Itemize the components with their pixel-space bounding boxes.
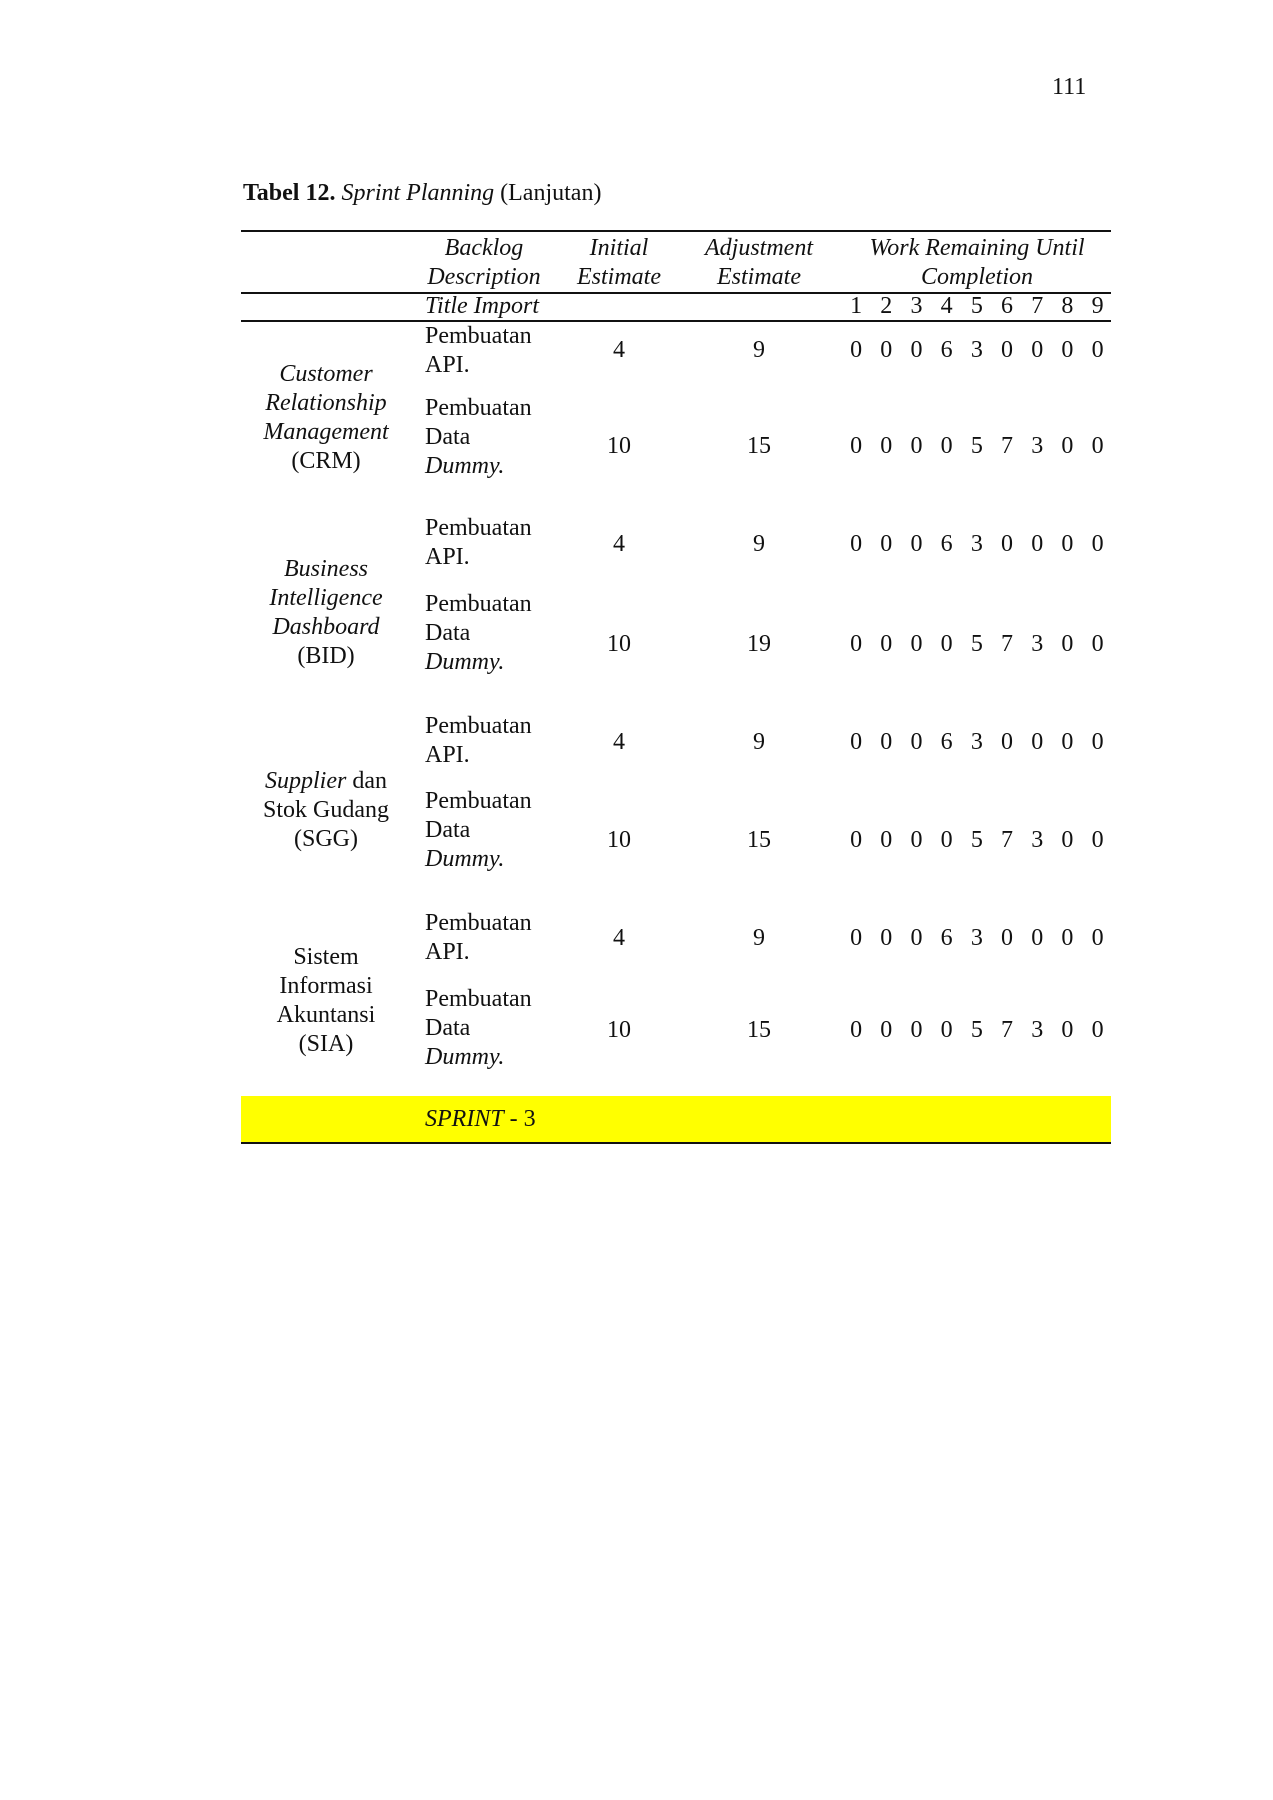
- adjustment-estimate: 9: [753, 531, 765, 557]
- task-desc: Pembuatan API.: [425, 323, 532, 378]
- table-caption: [243, 180, 601, 207]
- task-desc: Pembuatan API.: [425, 910, 532, 965]
- caption-label: Tabel 12.: [243, 180, 336, 206]
- adjustment-estimate: 9: [753, 729, 765, 755]
- adjustment-estimate: 9: [753, 925, 765, 951]
- remaining-values: 0 0 0 6 3 0 0 0 0: [850, 925, 1104, 951]
- title-import-label: Title Import: [425, 293, 540, 319]
- remaining-values: 0 0 0 0 5 7 3 0 0: [850, 1017, 1104, 1043]
- task-desc: Pembuatan Data Dummy.: [425, 986, 532, 1070]
- adjustment-estimate: 19: [747, 631, 771, 657]
- day-number: 5: [970, 293, 983, 319]
- remaining-values: 0 0 0 0 5 7 3 0 0: [850, 433, 1104, 459]
- module-bid: Business Intelligence Dashboard (BID): [269, 556, 383, 669]
- table-bottom-rule: [241, 1142, 1111, 1144]
- initial-estimate: 4: [613, 531, 625, 557]
- header-work-remaining: Work Remaining Until Completion: [869, 235, 1085, 290]
- day-number: 7: [1031, 293, 1044, 319]
- initial-estimate: 4: [613, 729, 625, 755]
- adjustment-estimate: 15: [747, 1017, 771, 1043]
- sprint-label: SPRINT - 3: [425, 1106, 536, 1132]
- day-number: 6: [1001, 293, 1014, 319]
- caption-suffix: (Lanjutan): [500, 180, 602, 206]
- day-number: 8: [1061, 293, 1074, 319]
- module-sia: Sistem Informasi Akuntansi (SIA): [276, 944, 376, 1057]
- remaining-values: 0 0 0 0 5 7 3 0 0: [850, 827, 1104, 853]
- adjustment-estimate: 9: [753, 337, 765, 363]
- task-desc: Pembuatan Data Dummy.: [425, 788, 532, 872]
- task-desc: Pembuatan Data Dummy.: [425, 591, 532, 675]
- initial-estimate: 4: [613, 925, 625, 951]
- adjustment-estimate: 15: [747, 433, 771, 459]
- sprint-highlight-row: [241, 1096, 1111, 1142]
- remaining-values: 0 0 0 6 3 0 0 0 0: [850, 337, 1104, 363]
- day-number: 1: [850, 293, 863, 319]
- day-number: 9: [1091, 293, 1104, 319]
- day-number-row: [841, 292, 1113, 321]
- caption-title: Sprint Planning: [341, 180, 495, 206]
- day-number: 3: [910, 293, 923, 319]
- adjustment-estimate: 15: [747, 827, 771, 853]
- task-desc: Pembuatan API.: [425, 713, 532, 768]
- module-sgg: Supplier dan Stok Gudang (SGG): [263, 768, 389, 852]
- remaining-values: 0 0 0 6 3 0 0 0 0: [850, 729, 1104, 755]
- header-backlog: Backlog Description: [427, 235, 541, 290]
- header-adjustment: Adjustment Estimate: [705, 235, 813, 290]
- module-crm: Customer Relationship Management (CRM): [263, 361, 389, 474]
- remaining-values: 0 0 0 6 3 0 0 0 0: [850, 531, 1104, 557]
- day-number: 4: [940, 293, 953, 319]
- initial-estimate: 10: [607, 631, 631, 657]
- remaining-values: 0 0 0 0 5 7 3 0 0: [850, 631, 1104, 657]
- initial-estimate: 4: [613, 337, 625, 363]
- day-number: 2: [880, 293, 893, 319]
- initial-estimate: 10: [607, 1017, 631, 1043]
- table-top-rule: [241, 230, 1111, 232]
- header-initial: Initial Estimate: [577, 235, 661, 290]
- task-desc: Pembuatan Data Dummy.: [425, 395, 532, 479]
- task-desc: Pembuatan API.: [425, 515, 532, 570]
- initial-estimate: 10: [607, 433, 631, 459]
- page-number: 111: [1052, 74, 1087, 100]
- initial-estimate: 10: [607, 827, 631, 853]
